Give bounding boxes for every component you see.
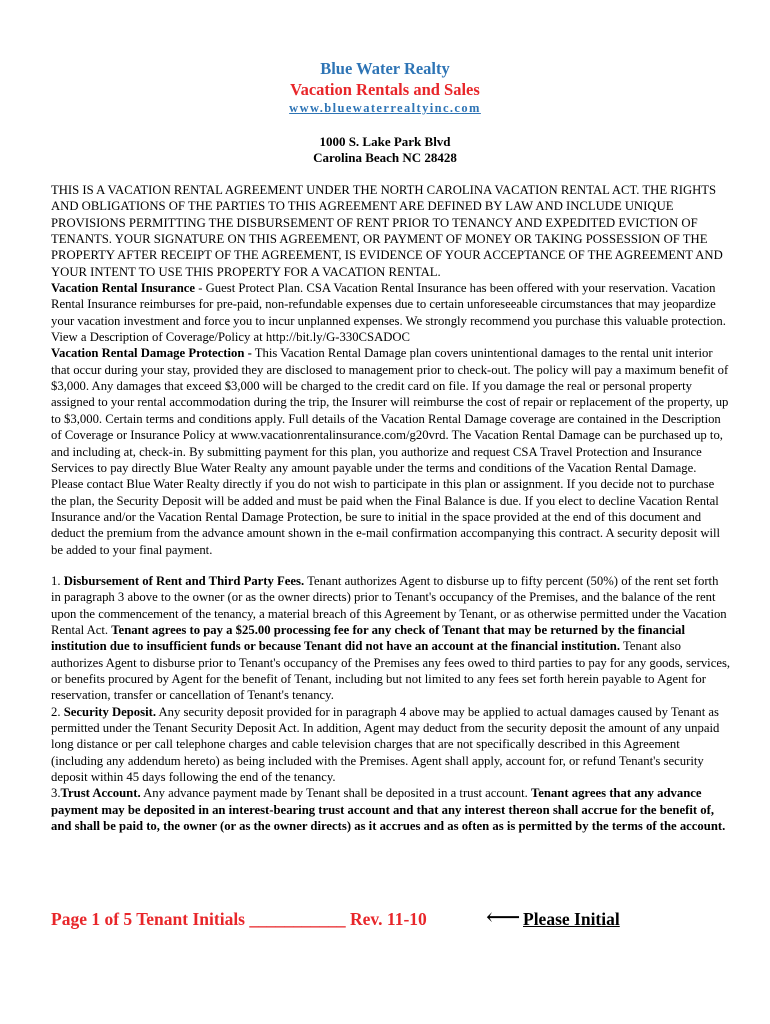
please-initial-label: Please Initial: [523, 909, 620, 929]
insurance-heading: Vacation Rental Insurance: [51, 281, 196, 296]
website-link[interactable]: www.bluewaterrealtyinc.com: [289, 101, 481, 115]
section-3-text: Any advance payment made by Tenant shall be deposited in a trust account.: [140, 786, 531, 801]
section-2-text: Any security deposit provided for in paragraph 4 above may be applied to actual damages caused by Tenant as permitted under the Tenant Security Deposit Act. In addition, Agent may deduct from the security deposit the amount of any unpaid long distance or per call telephone charges and cable television charges that are not specifically described in this Agreement (including any addendum hereto) as being included with the Premises. Agent shall apply, account for, or refund Tenant's security deposit within 45 days following the end of the tenancy.: [51, 704, 720, 785]
section-1-text: Tenant authorizes Agent to disburse up to fifty percent (50%) of the rent set forth in paragraph 3 above to the owner (or as the owner directs) prior to Tenant's occupancy of the Premises, and the balance of the rent upon the commencement of the tenancy, a material breach of this Agreement by Tenant, or as otherwise permitted under the Vacation Rental Act.: [51, 573, 727, 637]
page-footer: [51, 905, 731, 933]
company-name: Blue Water Realty: [320, 59, 450, 78]
footer-page-initials[interactable]: Page 1 of 5 Tenant Initials ___________ Rev. 11-10: [51, 909, 427, 929]
section-2-number: 2.: [51, 704, 64, 719]
intro-paragraph: THIS IS A VACATION RENTAL AGREEMENT UNDER THE NORTH CAROLINA VACATION RENTAL ACT. THE RIGHTS AND OBLIGATIONS OF THE PARTIES TO THIS AGREEMENT ARE DEFINED BY LAW AND INCLUDE UNIQUE PROVISIONS PERMITTING THE DISBURSEMENT OF RENT PRIOR TO TENANCY AND EXPEDITED EVICTION OF TENANTS. YOUR SIGNATURE ON THIS AGREEMENT, OR PAYMENT OF MONEY OR TAKING POSSESSION OF THE PROPERTY AFTER RECEIPT OF THE AGREEMENT, IS EVIDENCE OF YOUR ACCEPTANCE OF THE AGREEMENT AND YOUR INTENT TO USE THIS PROPERTY FOR A VACATION RENTAL.: [51, 183, 723, 279]
damage-heading: Vacation Rental Damage Protection -: [51, 346, 252, 361]
section-1-heading: Disbursement of Rent and Third Party Fees.: [63, 573, 305, 588]
section-3-bold-text: Tenant agrees that any advance payment may be deposited in an interest-bearing trust account and that any interest thereon shall accrue for the benefit of, and shall be paid to, the owner (or as the owner directs) as it accrues and as often as is permitted by the terms of the account.: [51, 786, 726, 834]
agreement-body: [51, 182, 731, 834]
damage-paragraph: [51, 345, 731, 557]
left-arrow-icon: ⟵: [486, 905, 521, 931]
section-3-paragraph: [51, 785, 731, 834]
section-1-paragraph: [51, 573, 731, 704]
address-line-2: Carolina Beach NC 28428: [313, 150, 457, 165]
insurance-paragraph: [51, 280, 731, 345]
spacer: [51, 558, 731, 573]
company-subtitle: Vacation Rentals and Sales: [290, 80, 480, 99]
damage-text: This Vacation Rental Damage plan covers unintentional damages to the rental unit interior that occur during your stay, provided they are disclosed to management prior to check-out. The policy will pay a maximum benefit of $3,000. Any damages that exceed $3,000 will be charged to the credit card on file. If you damage the real or personal property assigned to your rental accommodation during the trip, the Insurer will reimburse the cost of repair or replacement of the property, up to $3,000. Certain terms and conditions apply. Full details of the Vacation Rental Damage coverage are contained in the Description of Coverage or Insurance Policy at www.vacationrentalinsurance.com/g20vrd. The Vacation Rental Damage can be purchased up to, and including at, check-in. By submitting payment for this plan, you authorize and request CSA Travel Protection and Insurance Services to pay directly Blue Water Realty any amount payable under the terms and conditions of the Vacation Rental Damage. Please contact Blue Water Realty directly if you do not wish to participate in this plan or assignment. If you decide not to purchase the plan, the Security Deposit will be added and must be paid when the Final Balance is due. If you elect to decline Vacation Rental Insurance and/or the Vacation Rental Damage Protection, be sure to initial in the space provided at the end of this document and deduct the premium from the advance amount shown in the e-mail confirmation accompanying this contract. A security deposit will be added to your final payment.: [51, 346, 729, 557]
section-3-heading: Trust Account.: [60, 786, 141, 801]
section-2-paragraph: [51, 704, 731, 786]
insurance-text: - Guest Protect Plan. CSA Vacation Rental Insurance has been offered with your reservation. Vacation Rental Insurance reimburses for pre-paid, non-refundable expenses due to certain unforeseeable circumstances that may jeopardize your vacation investment and force you to incur unplanned expenses. We strongly recommend you purchase this valuable protection. View a Description of Coverage/Policy at http://bit.ly/G-330CSADOC: [51, 281, 726, 345]
section-3-number: 3.: [51, 786, 61, 801]
address-line-1: 1000 S. Lake Park Blvd: [319, 134, 451, 149]
section-1-number: 1.: [51, 573, 64, 588]
section-1-bold-text: Tenant agrees to pay a $25.00 processing fee for any check of Tenant that may be returned by the financial institution due to insufficient funds or because Tenant did not have an account at the financial institution.: [51, 622, 686, 654]
section-2-heading: Security Deposit.: [63, 704, 157, 719]
section-1-text-continued: Tenant also authorizes Agent to disburse prior to Tenant's occupancy of the Premises any fees owed to third parties to pay for any goods, services, or benefits procured by Agent for the benefit of Tenant, including but not limited to any fees set forth herein payable to Agent for reservation, transfer or cancellation of Tenant's tenancy.: [51, 639, 731, 703]
